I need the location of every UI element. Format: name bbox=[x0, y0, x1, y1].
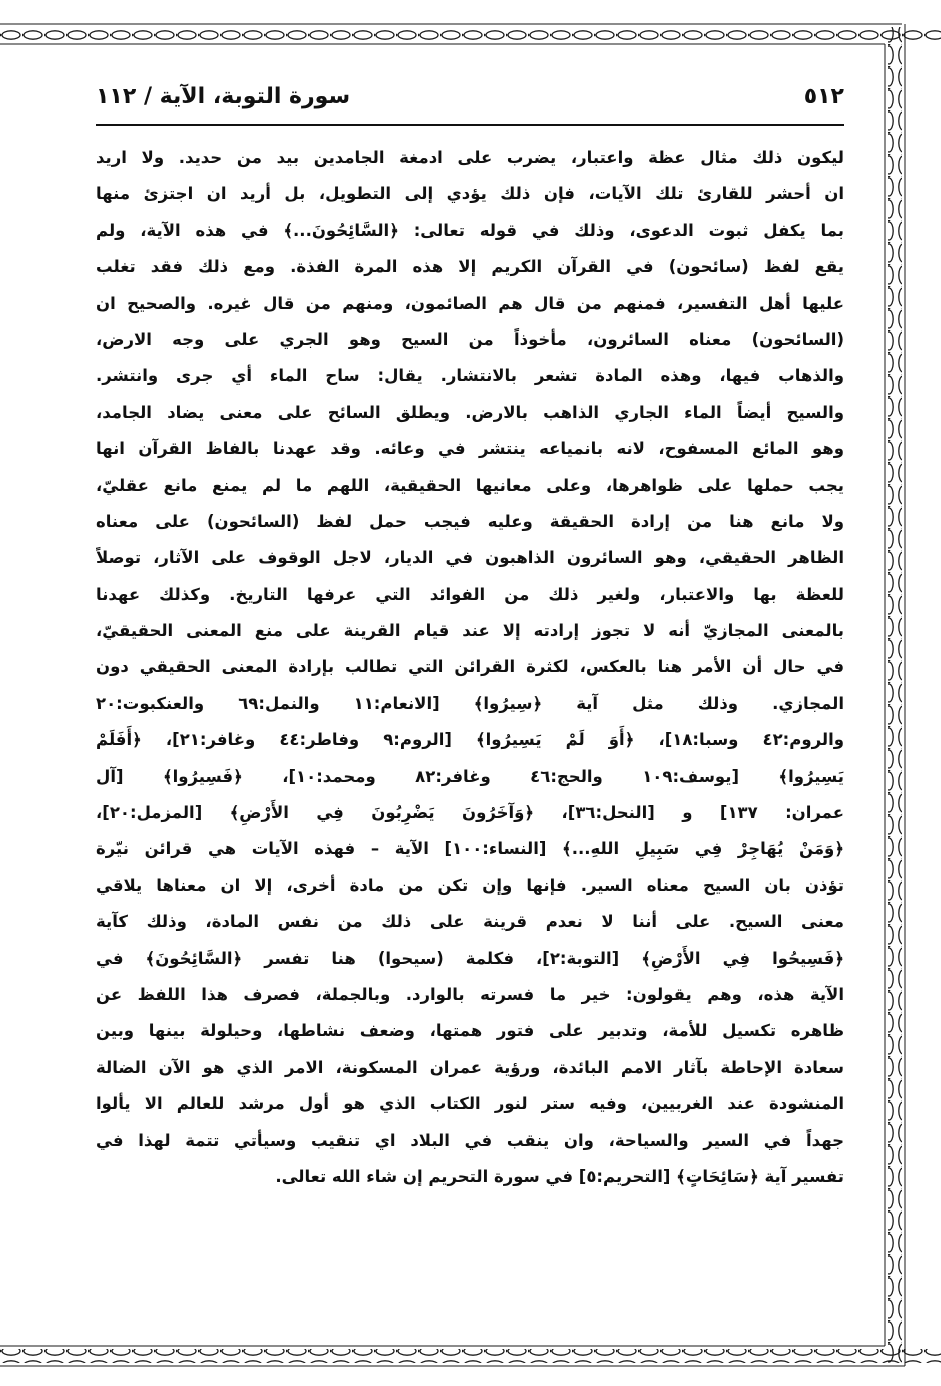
text-line: سعادة الإحاطة بآثار الامم البائدة، ورؤية عمران المسكونة، الامر الذي هو الآن الضالة bbox=[96, 1057, 844, 1077]
text-line: بما يكفل ثبوت الدعوى، وذلك في قوله تعالى: ﴿السَّائِحُونَ...﴾ في هذه الآية، ولم bbox=[96, 220, 844, 240]
body-text bbox=[96, 140, 844, 1195]
text-line: الآية هذه، وهم يقولون: خير ما فسرته بالوارد. وبالجملة، فصرف هذا اللفظ عن bbox=[96, 984, 844, 1004]
text-line: في حال أن الأمر هنا بالعكس، لكثرة القرائن التي تطالب بإرادة المعنى الحقيقي دون bbox=[96, 657, 844, 677]
text-line: والذهاب فيها، وهذه المادة تشعر بالانتشار. يقال: ساح الماء أي جرى وانتشر. bbox=[96, 366, 844, 386]
text-line: ظاهره تكسيل للأمة، وتدبير على فتور همتها، وضعف نشاطها، وحيلولة بينها وبين bbox=[96, 1021, 844, 1041]
text-line: ليكون ذلك مثال عظة واعتبار، يضرب على ادمغة الجامدين بيد من حديد. ولا اريد bbox=[96, 148, 844, 167]
text-line: ان أحشر للقارئ تلك الآيات، فإن ذلك يؤدي إلى التطويل، بل أريد ان اجتزئ منها bbox=[96, 184, 844, 204]
text-line: معنى السيح. على أننا لا نعدم قرينة على ذلك من نفس المادة، وذلك كآية bbox=[96, 912, 844, 932]
text-line: ﴿فَسِيحُوا فِي الأَرْضِ﴾ [التوبة:٢]، فكلمة (سيحوا) هنا تفسر ﴿السَّائِحُونَ﴾ في bbox=[96, 948, 844, 968]
page-header bbox=[96, 80, 844, 124]
text-line: يَسِيرُوا﴾ [يوسف:١٠٩ والحج:٤٦ وغافر:٨٢ ومحمد:١٠]، ﴿فَسِيرُوا﴾ [آل bbox=[96, 766, 844, 786]
text-line: المجازي. وذلك مثل آية ﴿سِيرُوا﴾ [الانعام:١١ والنمل:٦٩ والعنكبوت:٢٠ bbox=[96, 693, 844, 713]
text-line: ولا مانع هنا من إرادة الحقيقة وعليه فيجب حمل لفظ (السائحون) على معناه bbox=[96, 511, 844, 531]
header-rule bbox=[96, 124, 844, 126]
text-line: الظاهر الحقيقي، وهو السائرون الذاهبون في الديار، لاجل الوقوف على الآثار، توصلاً bbox=[96, 548, 844, 568]
text-line: بالمعنى المجازيّ أنه لا تجوز إرادته إلا عند قيام القرينة على منع المعنى الحقيقيّ، bbox=[96, 621, 844, 641]
text-line: والسيح أيضاً الماء الجاري الذاهب بالارض. ويطلق السائح على معنى يضاد الجامد، bbox=[96, 402, 844, 422]
text-line: يقع لفظ (سائحون) في القرآن الكريم إلا هذه المرة الفذة. ومع ذلك فقد تغلب bbox=[96, 257, 844, 277]
text-line: تؤذن بان السيح معناه السير. فإنها وإن تكن من مادة أخرى، إلا ان معناها يلاقي bbox=[96, 875, 844, 895]
text-line: (السائحون) معناه السائرون، مأخوذاً من السيح وهو الجري على وجه الارض، bbox=[96, 329, 844, 349]
text-line: يجب حملها على ظواهرها، وعلى معانيها الحقيقية، اللهم ما لم يمنع مانع عقليّ، bbox=[96, 475, 844, 495]
text-line: عمران: ١٣٧] و [النحل:٣٦]، ﴿وَآخَرُونَ يَضْرِبُونَ فِي الأَرْضِ﴾ [المزمل:٢٠]، bbox=[96, 803, 844, 823]
running-head: سورة التوبة، الآية / ١١٢ bbox=[96, 84, 351, 109]
text-line: والروم:٤٢ وسبا:١٨]، ﴿أَوَ لَمْ يَسِيرُوا﴾ [الروم:٩ وفاطر:٤٤ وغافر:٢١]، ﴿أَفَلَمْ bbox=[96, 730, 844, 750]
text-line: المنشودة عند الغربيين، وفيه ستر لنور الكتاب الذي هو أول مرشد للعالم الا يألوا bbox=[96, 1094, 844, 1114]
page-number: ٥١٢ bbox=[803, 84, 844, 109]
text-line: تفسير آية ﴿سَائِحَاتٍ﴾ [التحريم:٥] في سورة التحريم إن شاء الله تعالى. bbox=[275, 1166, 844, 1186]
text-line: وهو المائع المسفوح، لانه بانميا‌عه ينتشر في وعائه. وقد عهدنا بالفاظ القرآن انها bbox=[96, 439, 844, 459]
text-line: للعظة بها والاعتبار، ولغير ذلك من الفوائد التي عرفها التاريخ. وكذلك عهدنا bbox=[96, 584, 844, 604]
text-line: ﴿وَمَنْ يُهَاجِرْ فِي سَبِيلِ اللهِ...﴾ [النساء:١٠٠] الآية – فهذه الآيات هي قرائن نيّرة bbox=[96, 839, 844, 859]
text-line: جهداً في السير والسياحة، وان ينقب في البلاد اي تنقيب وسيأتي تتمة لهذا في bbox=[96, 1130, 844, 1150]
text-line: عليها أهل التفسير، فمنهم من قال هم الصائمون، ومنهم من قال غيره. والصحيح ان bbox=[96, 293, 844, 313]
